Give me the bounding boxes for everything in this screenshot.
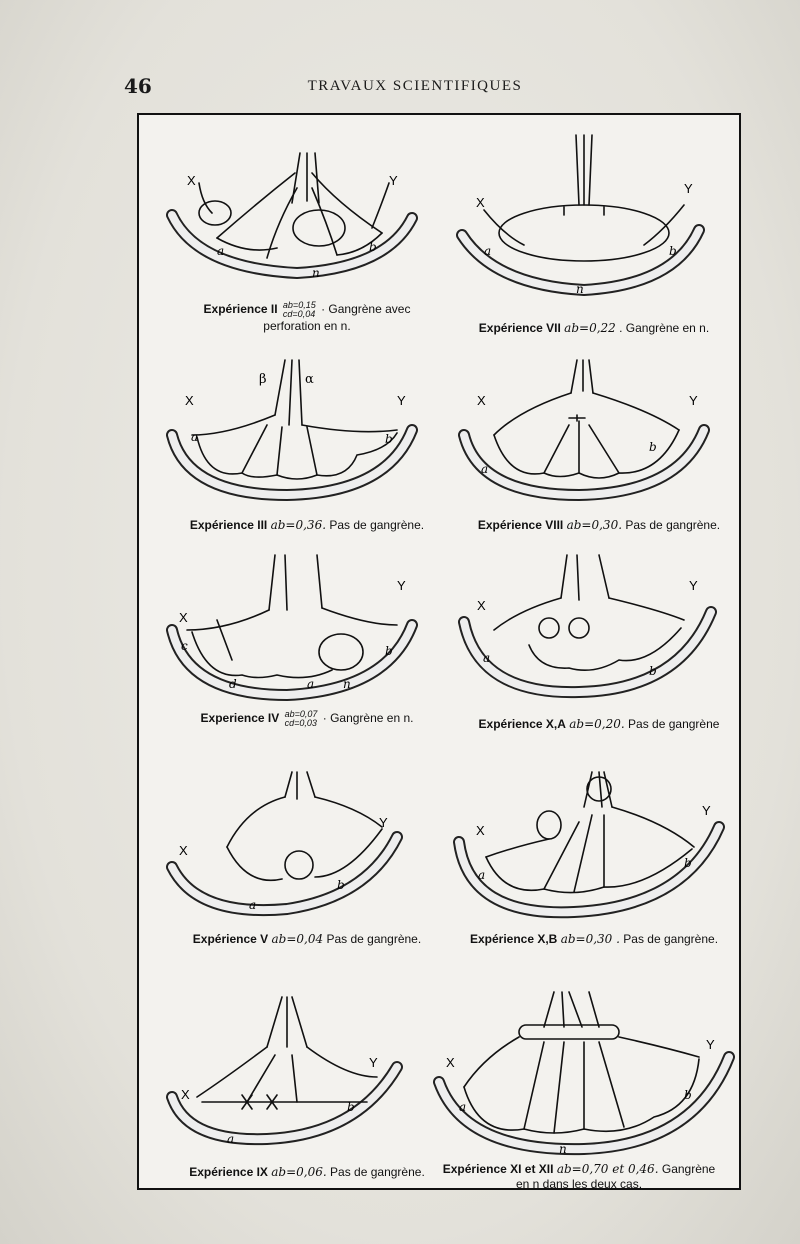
label-x: X bbox=[446, 1055, 455, 1070]
label-x: X bbox=[477, 393, 486, 408]
label-b: b bbox=[684, 1088, 692, 1102]
label-b: b bbox=[649, 664, 657, 678]
label-a: a bbox=[483, 651, 491, 665]
caption-experience-xa: Expérience X,A ab=0,20. Pas de gangrène bbox=[478, 717, 720, 731]
panel-experience-vii bbox=[444, 125, 744, 345]
panel-experience-ii bbox=[157, 143, 457, 353]
diagram-experience-xb bbox=[444, 767, 724, 917]
caption-experience-iii: Expérience III ab=0,36. Pas de gangrène. bbox=[189, 518, 425, 532]
panel-experience-xi-xii bbox=[424, 987, 734, 1191]
label-y: Y bbox=[389, 173, 398, 188]
label-a: a bbox=[459, 1100, 467, 1114]
caption-experience-ii: Expérience II ab=0,15 cd=0,04 · Gangrène avec perforation en n. bbox=[203, 300, 411, 333]
label-a: a bbox=[249, 898, 257, 912]
label-y: Y bbox=[702, 803, 711, 818]
caption-experience-xi-xii: Expérience XI et XII ab=0,70 et 0,46. Gangrène en n dans les deux cas. bbox=[442, 1162, 716, 1191]
label-alpha: α bbox=[305, 372, 314, 387]
label-a: a bbox=[484, 244, 492, 258]
caption-experience-viii: Expérience VIII ab=0,30. Pas de gangrène. bbox=[477, 518, 721, 532]
diagram-experience-iii bbox=[157, 355, 427, 505]
panel-experience-ix bbox=[157, 987, 457, 1177]
panel-experience-v bbox=[157, 767, 457, 957]
diagram-experience-xa bbox=[449, 550, 719, 700]
diagram-experience-ix bbox=[157, 987, 427, 1147]
diagram-experience-viii bbox=[449, 355, 719, 505]
label-x: X bbox=[185, 393, 194, 408]
label-b: b bbox=[385, 644, 393, 658]
label-n: n bbox=[343, 677, 351, 691]
label-y: Y bbox=[379, 815, 388, 830]
label-b: b bbox=[369, 240, 377, 254]
label-b: b bbox=[385, 432, 393, 446]
label-y: Y bbox=[706, 1037, 715, 1052]
label-a: a bbox=[217, 244, 225, 258]
label-a: a bbox=[227, 1132, 235, 1146]
label-a: a bbox=[191, 430, 199, 444]
diagram-experience-vii bbox=[444, 125, 714, 300]
diagram-experience-ii bbox=[157, 143, 427, 293]
running-head: TRAVAUX SCIENTIFIQUES bbox=[307, 78, 523, 94]
page-number: 46 bbox=[124, 74, 152, 98]
label-a: a bbox=[307, 677, 315, 691]
label-x: X bbox=[477, 598, 486, 613]
label-y: Y bbox=[689, 578, 698, 593]
label-b: b bbox=[347, 1100, 355, 1114]
label-b: b bbox=[669, 244, 677, 258]
label-beta: β bbox=[259, 372, 267, 387]
diagram-experience-xi-xii bbox=[424, 987, 734, 1156]
label-x: X bbox=[179, 843, 188, 858]
label-b: b bbox=[649, 440, 657, 454]
panel-experience-xb bbox=[444, 767, 744, 957]
caption-experience-xb: Expérience X,B ab=0,30 . Pas de gangrène. bbox=[469, 932, 719, 946]
label-n: n bbox=[312, 266, 320, 280]
label-d: d bbox=[229, 677, 237, 691]
panel-experience-iv bbox=[157, 550, 457, 740]
diagram-experience-v bbox=[157, 767, 427, 917]
figure-plate bbox=[137, 113, 741, 1190]
label-b: b bbox=[337, 878, 345, 892]
caption-experience-vii: Expérience VII ab=0,22 . Gangrène en n. bbox=[478, 321, 710, 335]
label-y: Y bbox=[684, 181, 693, 196]
label-c: c bbox=[181, 639, 188, 653]
label-x: X bbox=[187, 173, 196, 188]
diagram-experience-iv bbox=[157, 550, 427, 700]
caption-experience-iv: Experience IV ab=0,07 cd=0,03 · Gangrène en n. bbox=[200, 709, 414, 728]
caption-experience-v: Expérience V ab=0,04 Pas de gangrène. bbox=[192, 932, 422, 946]
label-n: n bbox=[559, 1142, 567, 1156]
panel-experience-iii bbox=[157, 355, 457, 535]
label-x: X bbox=[476, 195, 485, 210]
label-n: n bbox=[576, 282, 584, 296]
label-a: a bbox=[481, 462, 489, 476]
label-a: a bbox=[478, 868, 486, 882]
caption-experience-ix: Expérience IX ab=0,06. Pas de gangrène. bbox=[189, 1165, 425, 1179]
label-y: Y bbox=[369, 1055, 378, 1070]
panel-experience-xa bbox=[449, 550, 749, 740]
panel-experience-viii bbox=[449, 355, 749, 535]
label-x: X bbox=[181, 1087, 190, 1102]
label-b: b bbox=[684, 856, 692, 870]
label-y: Y bbox=[397, 578, 406, 593]
label-y: Y bbox=[397, 393, 406, 408]
label-x: X bbox=[179, 610, 188, 625]
label-y: Y bbox=[689, 393, 698, 408]
label-x: X bbox=[476, 823, 485, 838]
